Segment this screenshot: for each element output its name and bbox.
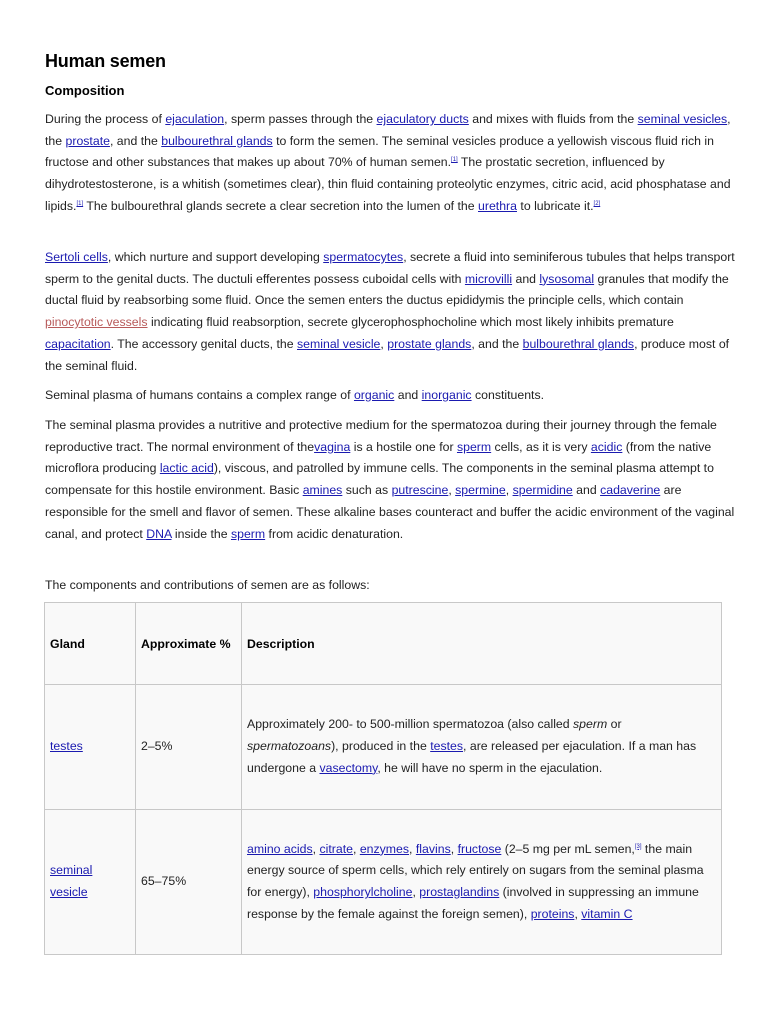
text: and [394, 388, 422, 402]
table-row [45, 685, 722, 810]
text: and [572, 483, 601, 498]
link-citrate[interactable]: citrate [319, 841, 353, 856]
paragraph-table-intro: The components and contributions of semen are as follows: [45, 578, 370, 592]
link-seminal-vesicles[interactable]: seminal vesicles [637, 112, 728, 126]
gland-cell [45, 685, 136, 810]
text: , sperm passes through the [224, 112, 377, 126]
gland-cell [45, 810, 136, 955]
link-seminal-vesicle[interactable]: seminal vesicle [297, 336, 381, 351]
section-heading: Composition [45, 83, 125, 98]
text: , [380, 336, 388, 351]
paragraph-sertoli [45, 247, 735, 377]
link-bulbourethral-glands[interactable]: bulbourethral glands [161, 133, 273, 148]
link-capacitation[interactable]: capacitation [45, 336, 111, 351]
link-vasectomy[interactable]: vasectomy [319, 760, 378, 775]
link-bulbourethral-glands[interactable]: bulbourethral glands [522, 336, 635, 351]
text: Approximately 200- to 500-million spermatozoa (also called [247, 717, 574, 732]
link-ejaculation[interactable]: ejaculation [165, 112, 225, 126]
text: During the process of [45, 112, 166, 126]
text: ), viscous, and patrolled by immune cells. The components in the seminal plasma attempt to compensate for this hostile environment. Basic [45, 461, 714, 498]
link-sertoli-cells[interactable]: Sertoli cells [45, 250, 108, 264]
citation-link[interactable]: [1] [451, 157, 458, 164]
components-table [44, 602, 722, 955]
link-dna[interactable]: DNA [146, 526, 172, 541]
percent-cell: 65–75% [136, 810, 242, 955]
link-amines[interactable]: amines [302, 483, 343, 498]
text: , [574, 906, 582, 921]
text: The prostatic secretion, influenced by dihydrotestosterone, is a whitish (sometimes clear), thin fluid containing proteolytic enzymes, citric acid, acid phosphatase and lipids. [45, 155, 731, 213]
text: , which nurture and support developing [107, 250, 324, 264]
link-lactic-acid[interactable]: lactic acid [159, 461, 214, 476]
link-spermatocytes[interactable]: spermatocytes [323, 250, 404, 264]
link-fructose[interactable]: fructose [457, 841, 502, 856]
description-cell [242, 810, 722, 955]
link-microvilli[interactable]: microvilli [464, 271, 513, 286]
column-header: Approximate % [136, 603, 242, 685]
citation-link[interactable]: [3] [634, 843, 642, 850]
text: to lubricate it. [516, 198, 594, 213]
description-cell [242, 685, 722, 810]
paragraph-seminal-plasma [45, 385, 735, 407]
text: , [352, 841, 360, 856]
link-urethra[interactable]: urethra [478, 198, 517, 213]
percent-cell: 2–5% [136, 685, 242, 810]
text: , and the [471, 336, 523, 351]
link-vagina[interactable]: vagina [314, 439, 351, 454]
text: are responsible for the smell and flavor of semen. These alkaline bases counteract and buffer the acidic environment of the vaginal canal, and protect [45, 483, 735, 541]
citation-link[interactable]: [2] [593, 200, 601, 207]
link-testes[interactable]: testes [430, 739, 464, 754]
text: , [450, 841, 458, 856]
link-enzymes[interactable]: enzymes [359, 841, 410, 856]
link-pinocytotic-vessels[interactable]: pinocytotic vessels [45, 315, 148, 330]
table-row [45, 810, 722, 955]
table-header-row [45, 603, 722, 685]
link-testes[interactable]: testes [50, 739, 83, 754]
text: or [607, 717, 622, 732]
link-spermidine[interactable]: spermidine [512, 483, 573, 498]
text: Seminal plasma of humans contains a complex range of [45, 388, 354, 402]
text: , the [45, 112, 731, 148]
text: . The accessory genital ducts, the [110, 336, 298, 351]
link-phosphorylcholine[interactable]: phosphorylcholine [313, 885, 413, 899]
link-amino-acids[interactable]: amino acids [247, 841, 313, 856]
text: the main energy source of sperm cells, which rely entirely on sugars from the seminal plasma for energy), [247, 841, 704, 899]
text: ), produced in the [331, 739, 431, 754]
text: , [505, 483, 513, 498]
italic-term: spermatozoans [247, 739, 332, 754]
link-sperm[interactable]: sperm [230, 526, 266, 541]
link-ejaculatory-ducts[interactable]: ejaculatory ducts [376, 112, 469, 126]
link-sperm[interactable]: sperm [456, 439, 492, 454]
text: , and the [109, 133, 162, 148]
link-seminal-vesicle[interactable]: seminal vesicle [50, 863, 93, 899]
text: , [409, 841, 416, 856]
text: inside the [171, 526, 231, 541]
link-organic[interactable]: organic [353, 388, 395, 402]
text: (involved in suppressing an immune response by the female against the foreign semen), [247, 885, 699, 921]
text: and mixes with fluids from the [468, 112, 638, 126]
citation-link[interactable]: [1] [76, 200, 84, 207]
text: from acidic denaturation. [265, 526, 404, 541]
paragraph-plasma-function [45, 415, 735, 545]
link-putrescine[interactable]: putrescine [391, 483, 449, 498]
page-title: Human semen [45, 51, 166, 71]
text: is a hostile one for [350, 439, 457, 454]
text: constituents. [471, 388, 545, 402]
link-prostaglandins[interactable]: prostaglandins [419, 885, 500, 899]
column-header: Description [242, 603, 722, 685]
column-header: Gland [45, 603, 136, 685]
paragraph-composition-intro [45, 109, 735, 218]
link-inorganic[interactable]: inorganic [421, 388, 472, 402]
text: indicating fluid reabsorption, secrete glycerophosphocholine which most likely inhibits premature [147, 315, 674, 330]
link-cadaverine[interactable]: cadaverine [600, 483, 661, 498]
link-acidic[interactable]: acidic [590, 439, 623, 454]
text: cells, as it is very [491, 439, 591, 454]
text: The bulbourethral glands secrete a clear secretion into the lumen of the [83, 198, 479, 213]
text: , are released per ejaculation. If a man has undergone a [247, 739, 697, 775]
text: (2–5 mg per mL semen, [501, 841, 635, 856]
link-spermine[interactable]: spermine [455, 483, 506, 498]
text: and [512, 271, 540, 286]
text: , he will have no sperm in the ejaculation. [377, 760, 603, 775]
italic-term: sperm [573, 717, 608, 732]
link-flavins[interactable]: flavins [415, 841, 451, 856]
text: , secrete a fluid into seminiferous tubules that helps transport sperm to the genital ducts. The ductuli efferentes possess cuboidal cells with [45, 250, 735, 286]
link-proteins[interactable]: proteins [530, 906, 575, 921]
text: , produce most of the seminal fluid. [45, 336, 730, 373]
text: The seminal plasma provides a nutritive and protective medium for the spermatozoa during their journey through the female reproductive tract. The normal environment of the [45, 418, 717, 454]
text: , [448, 483, 456, 498]
text: granules that modify the ductal fluid by reabsorbing some fluid. Once the semen enters the ductus epididymis the principle cells, which contain [45, 271, 729, 308]
link-prostate[interactable]: prostate [65, 133, 110, 148]
text: to form the semen. The seminal vesicles produce a yellowish viscous fluid rich in fructose and other substances that makes up about 70% of human semen. [45, 133, 714, 170]
text: (from the native microflora producing [45, 439, 712, 476]
link-prostate-glands[interactable]: prostate glands [387, 336, 472, 351]
text: such as [342, 483, 392, 498]
text: , [312, 841, 320, 856]
link-lysosomal[interactable]: lysosomal [539, 271, 595, 286]
text: , [412, 885, 420, 899]
link-vitamin-c[interactable]: vitamin C [581, 906, 633, 921]
